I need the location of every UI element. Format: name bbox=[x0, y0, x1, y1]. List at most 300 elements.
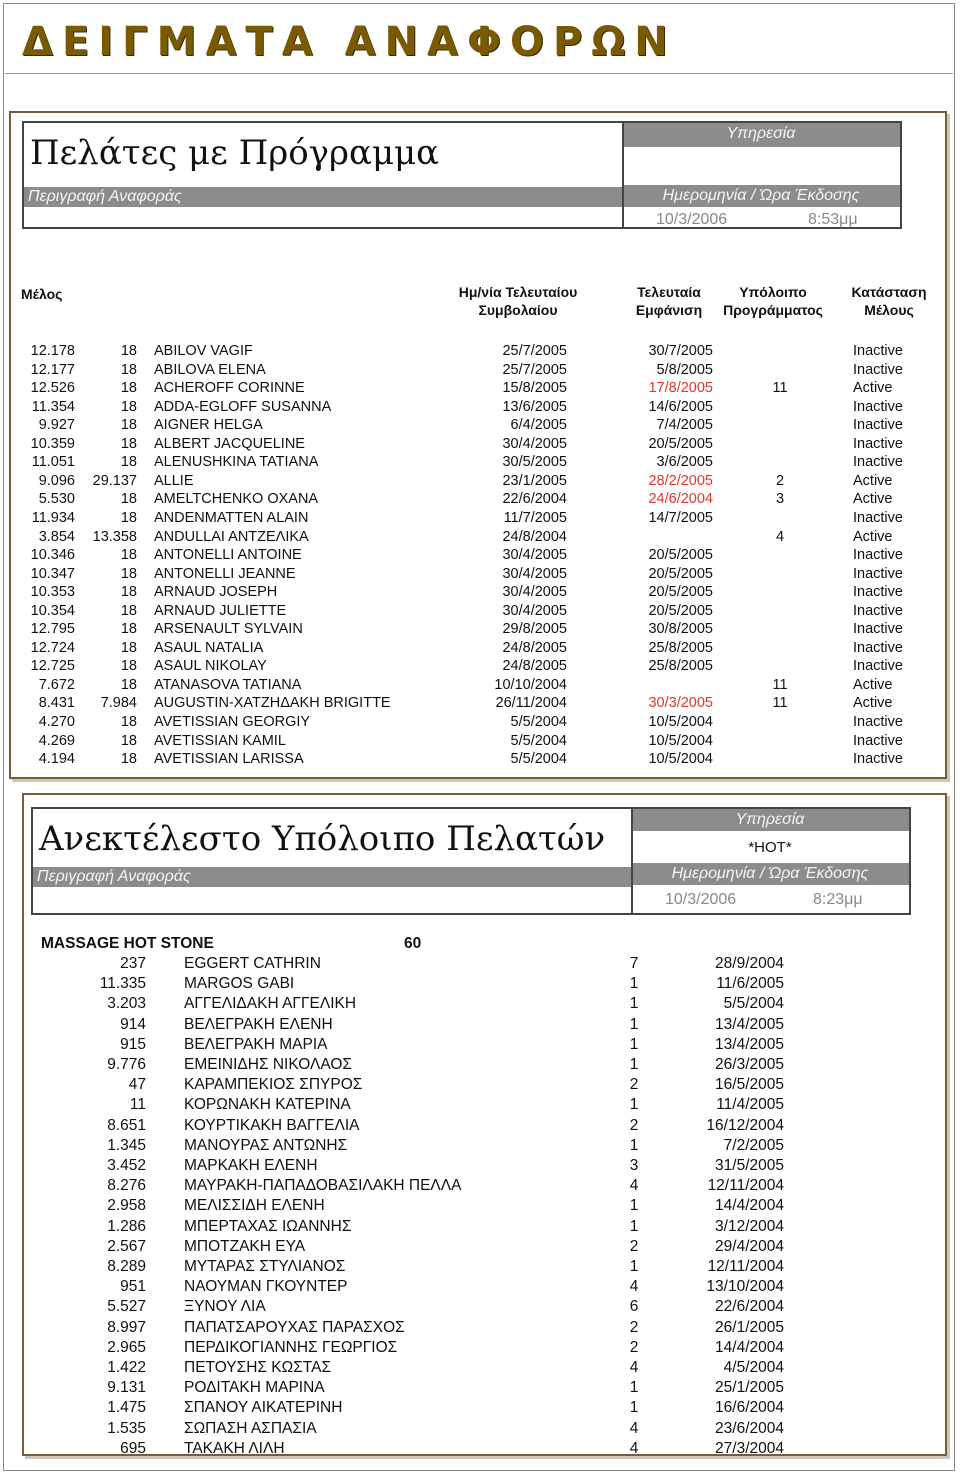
member-name: ALLIE bbox=[154, 472, 194, 489]
purchase-date: 13/10/2004 bbox=[706, 1278, 784, 1296]
customer-name: ΚΟΥΡΤΙΚΑΚΗ ΒΑΓΓΕΛΙΑ bbox=[184, 1116, 360, 1134]
customer-number: 2.965 bbox=[107, 1338, 146, 1356]
program-code: 18 bbox=[120, 676, 137, 693]
customer-number: 1.286 bbox=[107, 1217, 146, 1235]
description-label: Περιγραφή Αναφοράς bbox=[24, 187, 622, 207]
table-row bbox=[24, 1378, 945, 1398]
issue-label: Ημερομηνία / Ώρα Έκδοσης bbox=[622, 185, 900, 207]
service-label: Υπηρεσία bbox=[631, 809, 909, 831]
program-balance: 3 bbox=[775, 491, 785, 508]
last-visit: 5/8/2005 bbox=[656, 361, 713, 378]
customer-name: ΜΠΕΡΤΑΧΑΣ ΙΩΑΝΝΗΣ bbox=[184, 1217, 352, 1235]
table-row bbox=[24, 1035, 945, 1055]
member-number: 9.927 bbox=[38, 417, 75, 434]
remaining-sessions: 1 bbox=[629, 1056, 639, 1073]
contract-date: 30/4/2005 bbox=[502, 602, 567, 619]
table-row bbox=[24, 1055, 945, 1075]
title-divider bbox=[5, 73, 953, 74]
remaining-sessions: 4 bbox=[629, 1359, 639, 1376]
member-status: Inactive bbox=[853, 417, 903, 434]
purchase-date: 14/4/2004 bbox=[715, 1197, 784, 1215]
customer-number: 8.651 bbox=[107, 1116, 146, 1134]
table-row bbox=[24, 954, 945, 974]
purchase-date: 31/5/2005 bbox=[715, 1157, 784, 1174]
program-code: 18 bbox=[120, 454, 137, 471]
contract-date: 25/7/2005 bbox=[502, 343, 567, 359]
member-number: 10.353 bbox=[30, 584, 75, 601]
last-visit: 25/8/2005 bbox=[648, 658, 713, 675]
customer-name: ΒΕΛΕΓΡΑΚΗ ΕΛΕΝΗ bbox=[184, 1015, 333, 1033]
table-row bbox=[24, 1318, 945, 1338]
col-header-balance: Υπόλοιπο Προγράμματος bbox=[723, 284, 823, 318]
purchase-date: 26/1/2005 bbox=[715, 1318, 784, 1336]
customer-number: 695 bbox=[120, 1439, 146, 1456]
remaining-sessions: 2 bbox=[629, 1116, 639, 1134]
issue-date: 10/3/2006 bbox=[665, 891, 737, 908]
program-code: 18 bbox=[120, 602, 137, 619]
remaining-sessions: 1 bbox=[629, 1197, 639, 1215]
purchase-date: 13/4/2005 bbox=[715, 1015, 784, 1033]
customer-name: ΒΕΛΕΓΡΑΚΗ ΜΑΡΙΑ bbox=[184, 1035, 328, 1053]
contract-date: 29/8/2005 bbox=[502, 621, 567, 638]
col-header-last-visit: Τελευταία Εμφάνιση bbox=[635, 284, 703, 318]
table-row bbox=[24, 1419, 945, 1439]
customer-number: 11 bbox=[129, 1096, 146, 1114]
contract-date: 6/4/2005 bbox=[510, 417, 567, 434]
table-row bbox=[24, 1297, 945, 1317]
member-status: Inactive bbox=[853, 621, 903, 638]
customer-number: 951 bbox=[120, 1278, 146, 1296]
customer-name: ΜΥΤΑΡΑΣ ΣΤΥΛΙΑΝΟΣ bbox=[184, 1258, 346, 1275]
customer-name: ΜΕΛΙΣΣΙΔΗ ΕΛΕΝΗ bbox=[184, 1197, 325, 1215]
program-code: 29.137 bbox=[92, 472, 137, 489]
contract-date: 24/8/2005 bbox=[502, 639, 567, 656]
remaining-sessions: 1 bbox=[629, 1015, 639, 1033]
member-number: 7.672 bbox=[38, 676, 75, 693]
customer-number: 11.335 bbox=[99, 975, 146, 993]
program-code: 18 bbox=[120, 584, 137, 601]
member-status: Inactive bbox=[853, 732, 903, 749]
table-row bbox=[11, 546, 945, 565]
contract-date: 30/4/2005 bbox=[502, 435, 567, 452]
member-status: Inactive bbox=[853, 714, 903, 730]
table-row bbox=[24, 1398, 945, 1418]
table-row bbox=[24, 1136, 945, 1156]
table-row bbox=[11, 657, 945, 676]
contract-date: 24/8/2004 bbox=[502, 528, 567, 545]
table-row bbox=[11, 453, 945, 472]
member-name: ANDULLAI ANTZEΛIKA bbox=[154, 528, 309, 545]
program-code: 18 bbox=[120, 491, 137, 508]
customer-number: 1.475 bbox=[107, 1399, 146, 1417]
customer-number: 3.203 bbox=[107, 995, 146, 1013]
purchase-date: 11/6/2005 bbox=[716, 975, 784, 993]
member-name: ANDENMATTEN ALAIN bbox=[154, 509, 309, 526]
last-visit: 10/5/2004 bbox=[648, 732, 713, 749]
member-number: 12.795 bbox=[30, 621, 75, 638]
program-code: 18 bbox=[120, 509, 137, 526]
member-number: 12.724 bbox=[30, 639, 75, 656]
last-visit: 3/6/2005 bbox=[656, 454, 713, 471]
customer-name: ΠΑΠΑΤΣΑΡΟΥΧΑΣ ΠΑΡΑΣΧΟΣ bbox=[184, 1318, 405, 1336]
customer-number: 915 bbox=[120, 1035, 146, 1053]
contract-date: 30/5/2005 bbox=[502, 454, 567, 471]
table-row bbox=[11, 490, 945, 509]
table-row bbox=[11, 565, 945, 584]
page-title: ΔΕΙΓΜΑΤΑ ΑΝΑΦΟΡΩΝ bbox=[22, 19, 677, 65]
report-clients-with-program bbox=[9, 111, 947, 779]
contract-date: 30/4/2005 bbox=[502, 584, 567, 601]
member-status: Active bbox=[853, 676, 893, 693]
remaining-sessions: 1 bbox=[629, 1258, 639, 1275]
remaining-sessions: 7 bbox=[629, 955, 639, 972]
report-title: Πελάτες με Πρόγραμμα bbox=[30, 133, 440, 173]
table-row bbox=[24, 994, 945, 1014]
remaining-sessions: 2 bbox=[629, 1318, 639, 1336]
member-status: Active bbox=[853, 380, 893, 397]
last-visit: 20/5/2005 bbox=[648, 565, 713, 582]
customer-number: 914 bbox=[120, 1015, 146, 1033]
member-status: Active bbox=[853, 528, 893, 545]
remaining-sessions: 1 bbox=[629, 1136, 639, 1154]
last-visit: 14/6/2005 bbox=[648, 398, 713, 415]
table-row bbox=[11, 732, 945, 751]
table-row bbox=[11, 435, 945, 454]
last-visit: 30/8/2005 bbox=[648, 621, 713, 638]
purchase-date: 16/6/2004 bbox=[715, 1399, 784, 1417]
purchase-date: 4/5/2004 bbox=[723, 1359, 784, 1376]
member-name: AUGUSTIN-XATZHΔAKH BRIGITTE bbox=[154, 695, 391, 712]
contract-date: 25/7/2005 bbox=[502, 361, 567, 378]
customer-name: ΜΑΝΟΥΡΑΣ ΑΝΤΩΝΗΣ bbox=[184, 1136, 348, 1154]
member-status: Inactive bbox=[853, 751, 903, 768]
customer-name: ΜΑΥΡΑΚΗ-ΠΑΠΑΔΟΒΑΣΙΛΑΚΗ ΠΕΛΛΑ bbox=[184, 1177, 462, 1195]
purchase-date: 29/4/2004 bbox=[715, 1237, 784, 1255]
table-row bbox=[11, 583, 945, 602]
program-code: 18 bbox=[120, 361, 137, 378]
table-row bbox=[24, 1217, 945, 1237]
last-visit: 10/5/2004 bbox=[648, 751, 713, 768]
member-name: ABILOV VAGIF bbox=[154, 343, 253, 359]
remaining-sessions: 3 bbox=[629, 1157, 639, 1174]
purchase-date: 27/3/2004 bbox=[715, 1439, 784, 1456]
table-row bbox=[11, 379, 945, 398]
report-outstanding-balance bbox=[22, 793, 947, 1456]
table-row bbox=[24, 1095, 945, 1115]
table-row bbox=[24, 1196, 945, 1216]
issue-time: 8:23μμ bbox=[813, 891, 863, 908]
customer-number: 9.776 bbox=[107, 1056, 146, 1073]
customer-name: ΜΑΡΚΑΚΗ ΕΛΕΝΗ bbox=[184, 1157, 318, 1174]
member-number: 5.530 bbox=[38, 491, 75, 508]
report-title: Ανεκτέλεστο Υπόλοιπο Πελατών bbox=[39, 819, 606, 859]
customer-name: ΠΕΤΟΥΣΗΣ ΚΩΣΤΑΣ bbox=[184, 1359, 332, 1376]
service-value: *HOT* bbox=[748, 839, 792, 856]
member-name: ARNAUD JOSEPH bbox=[154, 584, 278, 601]
member-name: ASAUL NIKOLAY bbox=[154, 658, 267, 675]
table-row bbox=[11, 416, 945, 435]
table-row bbox=[11, 528, 945, 547]
customer-name: ΠΕΡΔΙΚΟΓΙΑΝΝΗΣ ΓΕΩΡΓΙΟΣ bbox=[184, 1338, 398, 1356]
customer-number: 8.997 bbox=[107, 1318, 146, 1336]
purchase-date: 7/2/2005 bbox=[723, 1136, 784, 1154]
customer-name: ΝΑΟΥΜΑΝ ΓΚΟΥΝΤΕΡ bbox=[184, 1278, 348, 1296]
program-code: 18 bbox=[120, 435, 137, 452]
remaining-sessions: 6 bbox=[629, 1298, 639, 1316]
remaining-sessions: 2 bbox=[629, 1338, 639, 1356]
description-label: Περιγραφή Αναφοράς bbox=[33, 867, 631, 887]
table-row bbox=[24, 1358, 945, 1378]
table-row bbox=[24, 1277, 945, 1297]
contract-date: 26/11/2004 bbox=[495, 695, 567, 712]
member-number: 11.934 bbox=[31, 509, 75, 526]
table-row bbox=[24, 1176, 945, 1196]
remaining-sessions: 1 bbox=[629, 975, 639, 993]
member-name: ATANASOVA TATIANA bbox=[154, 676, 302, 693]
issue-time: 8:53μμ bbox=[808, 211, 858, 228]
program-balance: 11 bbox=[772, 676, 788, 693]
purchase-date: 28/9/2004 bbox=[715, 955, 784, 972]
customer-name: ΚΟΡΩΝΑΚΗ ΚΑΤΕΡΙΝΑ bbox=[184, 1096, 351, 1114]
remaining-sessions: 1 bbox=[629, 1379, 639, 1397]
last-visit: 17/8/2005 bbox=[648, 380, 713, 397]
member-name: ALBERT JACQUELINE bbox=[154, 435, 305, 452]
col-header-contract-date: Ημ/νία Τελευταίου Συμβολαίου bbox=[458, 284, 578, 318]
member-number: 12.177 bbox=[30, 361, 75, 378]
member-name: ANTONELLI ANTOINE bbox=[154, 547, 302, 564]
program-balance: 4 bbox=[775, 528, 785, 545]
member-status: Inactive bbox=[853, 639, 903, 656]
contract-date: 5/5/2004 bbox=[510, 732, 567, 749]
program-code: 18 bbox=[120, 565, 137, 582]
purchase-date: 25/1/2005 bbox=[715, 1379, 784, 1397]
table-row bbox=[11, 694, 945, 713]
customer-name: ΜΠΟΤΖΑΚΗ ΕΥΑ bbox=[184, 1237, 306, 1255]
table-row bbox=[11, 398, 945, 417]
last-visit: 30/7/2005 bbox=[648, 343, 713, 359]
purchase-date: 12/11/2004 bbox=[707, 1258, 784, 1275]
table-row bbox=[24, 974, 945, 994]
purchase-date: 16/5/2005 bbox=[715, 1076, 784, 1094]
table-row bbox=[24, 1338, 945, 1358]
member-name: ALENUSHKINA TATIANA bbox=[154, 454, 319, 471]
table-row bbox=[11, 472, 945, 491]
table-row bbox=[11, 509, 945, 528]
customer-name: EGGERT CATHRIN bbox=[184, 955, 321, 972]
member-name: AVETISSIAN LARISSA bbox=[154, 751, 304, 768]
remaining-sessions: 1 bbox=[629, 1399, 639, 1417]
remaining-sessions: 1 bbox=[629, 1217, 639, 1235]
service-group-name: MASSAGE HOT STONE bbox=[41, 935, 214, 952]
last-visit: 20/5/2005 bbox=[648, 602, 713, 619]
contract-date: 10/10/2004 bbox=[494, 676, 567, 693]
table-row bbox=[24, 1237, 945, 1257]
remaining-sessions: 4 bbox=[629, 1419, 639, 1437]
last-visit: 30/3/2005 bbox=[648, 695, 713, 712]
contract-date: 30/4/2005 bbox=[502, 547, 567, 564]
contract-date: 15/8/2005 bbox=[502, 380, 567, 397]
program-code: 7.984 bbox=[100, 695, 137, 712]
purchase-date: 3/12/2004 bbox=[715, 1217, 784, 1235]
last-visit: 20/5/2005 bbox=[648, 584, 713, 601]
member-number: 10.354 bbox=[30, 602, 75, 619]
program-code: 18 bbox=[120, 398, 137, 415]
remaining-sessions: 1 bbox=[629, 1096, 639, 1114]
table-row bbox=[11, 342, 945, 361]
member-name: ANTONELLI JEANNE bbox=[154, 565, 296, 582]
member-number: 4.269 bbox=[38, 732, 75, 749]
member-name: AVETISSIAN KAMIL bbox=[154, 732, 286, 749]
col-header-member: Μέλος bbox=[21, 286, 63, 302]
purchase-date: 5/5/2004 bbox=[723, 995, 784, 1013]
purchase-date: 13/4/2005 bbox=[715, 1035, 784, 1053]
member-name: AVETISSIAN GEORGIY bbox=[154, 714, 311, 730]
member-name: ASAUL NATALIA bbox=[154, 639, 264, 656]
member-name: ABILOVA ELENA bbox=[154, 361, 266, 378]
table-row bbox=[11, 713, 945, 732]
customer-number: 3.452 bbox=[107, 1157, 146, 1174]
issue-date: 10/3/2006 bbox=[656, 211, 728, 228]
customer-number: 1.535 bbox=[107, 1419, 146, 1437]
issue-label: Ημερομηνία / Ώρα Έκδοσης bbox=[631, 863, 909, 885]
member-name: ARSENAULT SYLVAIN bbox=[154, 621, 303, 638]
purchase-date: 12/11/2004 bbox=[707, 1177, 784, 1195]
member-number: 12.725 bbox=[30, 658, 75, 675]
last-visit: 25/8/2005 bbox=[648, 639, 713, 656]
member-number: 4.270 bbox=[38, 714, 75, 730]
table-row bbox=[11, 361, 945, 380]
program-code: 18 bbox=[120, 714, 137, 730]
customer-name: ΣΠΑΝΟΥ ΑΙΚΑΤΕΡΙΝΗ bbox=[184, 1399, 343, 1417]
member-status: Inactive bbox=[853, 435, 903, 452]
member-status: Inactive bbox=[853, 658, 903, 675]
table-row bbox=[11, 602, 945, 621]
table-row bbox=[24, 1439, 945, 1456]
header-divider bbox=[622, 123, 624, 227]
member-status: Active bbox=[853, 695, 893, 712]
remaining-sessions: 2 bbox=[629, 1076, 639, 1094]
last-visit: 24/6/2004 bbox=[648, 491, 713, 508]
contract-date: 5/5/2004 bbox=[510, 714, 567, 730]
customer-number: 2.958 bbox=[107, 1197, 146, 1215]
program-code: 18 bbox=[120, 380, 137, 397]
member-status: Inactive bbox=[853, 547, 903, 564]
table-row bbox=[24, 1075, 945, 1095]
table-row bbox=[24, 1015, 945, 1035]
program-code: 18 bbox=[120, 343, 137, 359]
program-code: 18 bbox=[120, 751, 137, 768]
member-name: AIGNER HELGA bbox=[154, 417, 263, 434]
remaining-sessions: 1 bbox=[629, 1035, 639, 1053]
table-row bbox=[24, 1156, 945, 1176]
program-code: 18 bbox=[120, 639, 137, 656]
customer-name: ΑΓΓΕΛΙΔΑΚΗ ΑΓΓΕΛΙΚΗ bbox=[184, 995, 357, 1013]
customer-number: 1.422 bbox=[107, 1359, 146, 1376]
remaining-sessions: 4 bbox=[629, 1439, 639, 1456]
customer-name: ΞΥΝΟΥ ΛΙΑ bbox=[184, 1298, 266, 1316]
customer-number: 8.276 bbox=[107, 1177, 146, 1195]
customer-name: MARGOS GABI bbox=[184, 975, 295, 993]
remaining-sessions: 2 bbox=[629, 1237, 639, 1255]
last-visit: 20/5/2005 bbox=[648, 547, 713, 564]
customer-number: 237 bbox=[120, 955, 146, 972]
contract-date: 22/6/2004 bbox=[502, 491, 567, 508]
member-number: 8.431 bbox=[38, 695, 75, 712]
member-number: 11.051 bbox=[31, 454, 75, 471]
member-status: Inactive bbox=[853, 454, 903, 471]
purchase-date: 16/12/2004 bbox=[706, 1116, 784, 1134]
customer-name: ΣΩΠΑΣΗ ΑΣΠΑΣΙΑ bbox=[184, 1419, 317, 1437]
customer-number: 47 bbox=[128, 1076, 146, 1094]
remaining-sessions: 1 bbox=[629, 995, 639, 1013]
remaining-sessions: 4 bbox=[629, 1177, 639, 1195]
purchase-date: 11/4/2005 bbox=[716, 1096, 784, 1114]
member-status: Active bbox=[853, 491, 893, 508]
customer-name: ΤΑΚΑΚΗ ΛΙΛΗ bbox=[184, 1439, 285, 1456]
last-visit: 28/2/2005 bbox=[648, 472, 713, 489]
contract-date: 13/6/2005 bbox=[502, 398, 567, 415]
last-visit: 20/5/2005 bbox=[648, 435, 713, 452]
contract-date: 5/5/2004 bbox=[510, 751, 567, 768]
member-number: 9.096 bbox=[38, 472, 75, 489]
customer-number: 9.131 bbox=[107, 1379, 146, 1397]
service-label: Υπηρεσία bbox=[622, 123, 900, 147]
report-header bbox=[22, 121, 902, 229]
program-balance: 11 bbox=[772, 695, 788, 712]
program-code: 18 bbox=[120, 732, 137, 749]
last-visit: 10/5/2004 bbox=[648, 714, 713, 730]
member-name: ARNAUD JULIETTE bbox=[154, 602, 287, 619]
contract-date: 30/4/2005 bbox=[502, 565, 567, 582]
member-status: Active bbox=[853, 472, 893, 489]
customer-name: ΕΜΕΙΝΙΔΗΣ ΝΙΚΟΛΑΟΣ bbox=[184, 1056, 352, 1073]
table-row bbox=[24, 1257, 945, 1277]
member-name: AMELTCHENKO OXANA bbox=[154, 491, 319, 508]
customer-name: ΡΟΔΙΤΑΚΗ ΜΑΡΙΝΑ bbox=[184, 1379, 325, 1397]
header-divider bbox=[631, 809, 633, 913]
program-code: 18 bbox=[120, 417, 137, 434]
member-name: ACHEROFF CORINNE bbox=[154, 380, 305, 397]
member-number: 4.194 bbox=[38, 751, 75, 768]
member-number: 12.526 bbox=[30, 380, 75, 397]
member-number: 3.854 bbox=[38, 528, 75, 545]
customer-number: 2.567 bbox=[107, 1237, 146, 1255]
program-code: 18 bbox=[120, 658, 137, 675]
contract-date: 24/8/2005 bbox=[502, 658, 567, 675]
program-balance: 2 bbox=[775, 472, 785, 489]
member-status: Inactive bbox=[853, 584, 903, 601]
customer-number: 1.345 bbox=[107, 1136, 146, 1154]
member-status: Inactive bbox=[853, 602, 903, 619]
member-number: 10.347 bbox=[30, 565, 75, 582]
purchase-date: 26/3/2005 bbox=[715, 1056, 784, 1073]
remaining-sessions: 4 bbox=[629, 1278, 639, 1296]
program-code: 13.358 bbox=[92, 528, 137, 545]
program-balance: 11 bbox=[772, 380, 788, 397]
col-header-status: Κατάσταση Μέλους bbox=[851, 284, 927, 318]
service-group-total: 60 bbox=[404, 935, 422, 952]
purchase-date: 22/6/2004 bbox=[715, 1298, 784, 1316]
table-row bbox=[11, 639, 945, 658]
customer-name: ΚΑΡΑΜΠΕΚΙΟΣ ΣΠΥΡΟΣ bbox=[184, 1076, 363, 1094]
last-visit: 14/7/2005 bbox=[648, 509, 713, 526]
program-code: 18 bbox=[120, 621, 137, 638]
member-status: Inactive bbox=[853, 565, 903, 582]
member-status: Inactive bbox=[853, 361, 903, 378]
member-status: Inactive bbox=[853, 509, 903, 526]
purchase-date: 14/4/2004 bbox=[715, 1338, 784, 1356]
member-number: 10.346 bbox=[30, 547, 75, 564]
